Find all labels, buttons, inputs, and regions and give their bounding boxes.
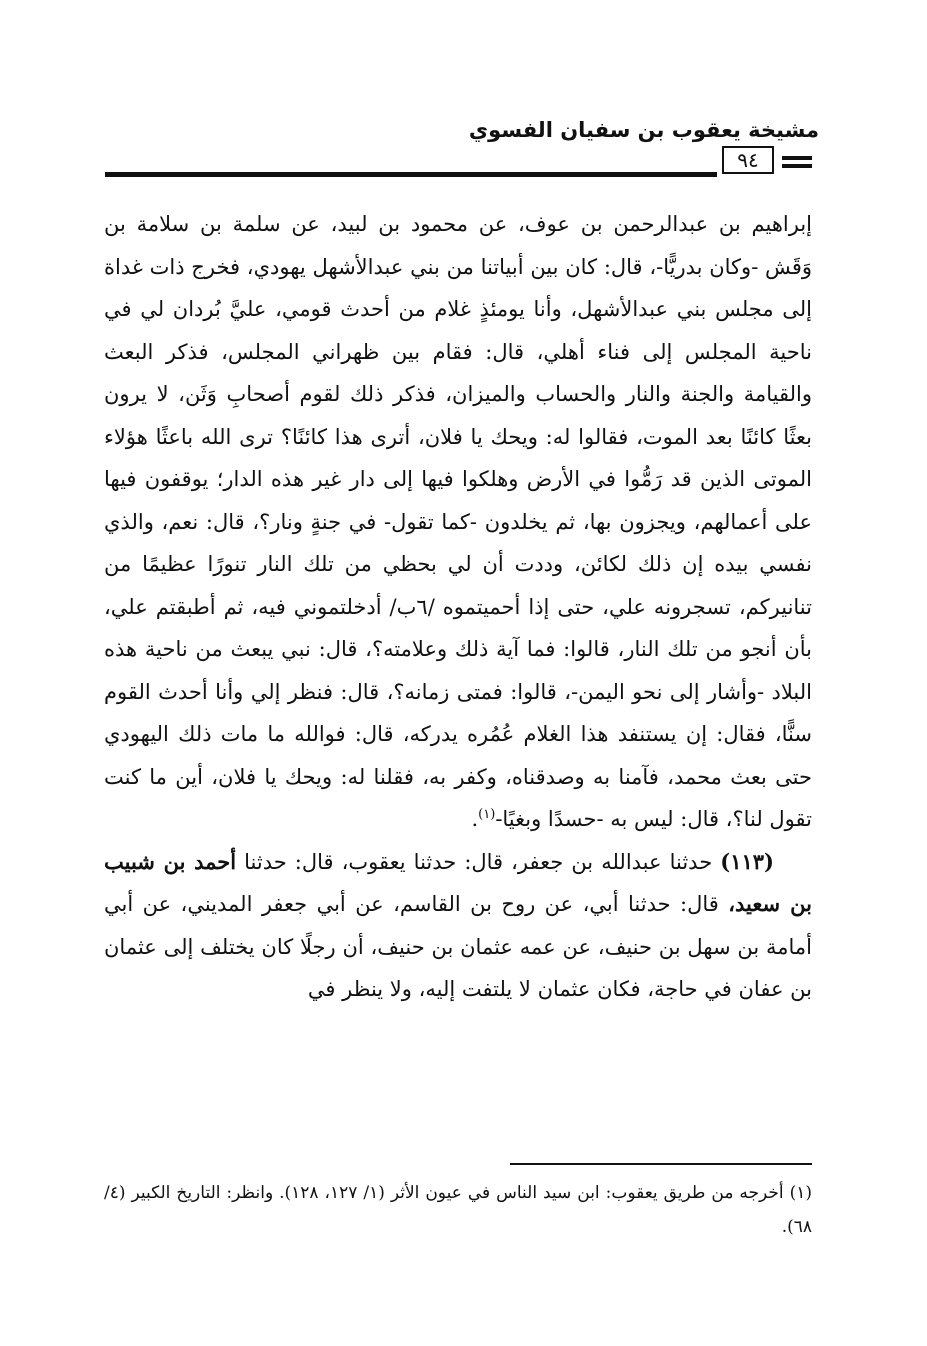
header-rule <box>105 172 717 177</box>
paragraph-1-text: إبراهيم بن عبدالرحمن بن عوف، عن محمود بن لبيد، عن سلمة بن سلامة بن وَقَش -وكان بدريًّا-، قال: كان بين أبياتنا من بني عبدالأشهل يهودي، فخرج ذات غداة إلى مجلس بني عبدالأشهل، وأنا يومئذٍ غلام من أحدث قومي، عليَّ بُردان لي في ناحية المجلس إلى فناء أهلي، قال: فقام بين ظهراني المجلس، فذكر البعث والقيامة والجنة والنار والحساب والميزان، فذكر ذلك لقوم أصحابِ وَثَن، لا يرون بعثًا كائنًا بعد الموت، فقالوا له: ويحك يا فلان، أترى هذا كائنًا؟ ترى الله باعثًا هؤلاء الموتى الذين قد رَمُّوا في الأرض وهلكوا فيها إلى دار غير هذه الدار؛ يوقفون فيها على أعمالهم، ويجزون بها، ثم يخلدون -كما تقول- في جنةٍ ونار؟، قال: نعم، والذي نفسي بيده إن ذلك لكائن، وددت أن لي بحظي من تلك النار تنورًا عظيمًا من تنانيركم، تسجرونه علي، حتى إذا أحميتموه /٦ب/ أدخلتموني فيه، ثم أطبقتم علي، بأن أنجو من تلك النار، قالوا: فما آية ذلك وعلامته؟، قال: نبي يبعث من ناحية هذه البلاد -وأشار إلى نحو اليمن-، قالوا: فمتى زمانه؟، قال: فنظر إلي وأنا أحدث القوم سنًّا، فقال: إن يستنفد هذا الغلام عُمُره يدركه، قال: فوالله ما مات ذلك اليهودي حتى بعث محمد، فآمنا به وصدقناه، وكفر به، فقلنا له: ويحك يا فلان، أين ما كنت تقول لنا؟، قال: ليس به -حسدًا وبغيًا- <box>104 212 812 831</box>
ornament-bar <box>782 156 812 160</box>
paragraph-1 <box>104 203 812 841</box>
footnotes <box>104 1176 812 1244</box>
paragraph-2 <box>104 841 812 1011</box>
running-head-title: مشيخة يعقوب بن سفيان الفسوي <box>468 118 819 142</box>
narrator-name: أحمد بن شبيب بن سعيد، <box>104 848 812 916</box>
footnote-reference: (١) <box>478 807 496 822</box>
paragraph-2-text-b: قال: حدثنا أبي، عن روح بن القاسم، عن أبي جعفر المديني، عن أبي أمامة بن سهل بن حنيف، عن عمه عثمان بن حنيف، أن رجلًا كان يختلف إلى عثمان بن عفان في حاجة، فكان عثمان لا يلتفت إليه، ولا ينظر في <box>104 892 812 1001</box>
footnote-1: (١) أخرجه من طريق يعقوب: ابن سيد الناس في عيون الأثر (١/ ١٢٧، ١٢٨). وانظر: التاريخ الكبير (٤/ ٦٨). <box>104 1183 812 1237</box>
main-text <box>104 203 812 1011</box>
ornament-bar <box>782 164 812 168</box>
footnote-rule <box>510 1163 812 1165</box>
hadith-number: (١١٣) <box>720 848 774 874</box>
page-number: ٩٤ <box>722 146 774 174</box>
page-number-ornament <box>782 156 812 170</box>
paragraph-2-text-a: حدثنا عبدالله بن جعفر، قال: حدثنا يعقوب، قال: حدثنا <box>244 849 713 874</box>
paragraph-1-end: . <box>471 807 479 831</box>
